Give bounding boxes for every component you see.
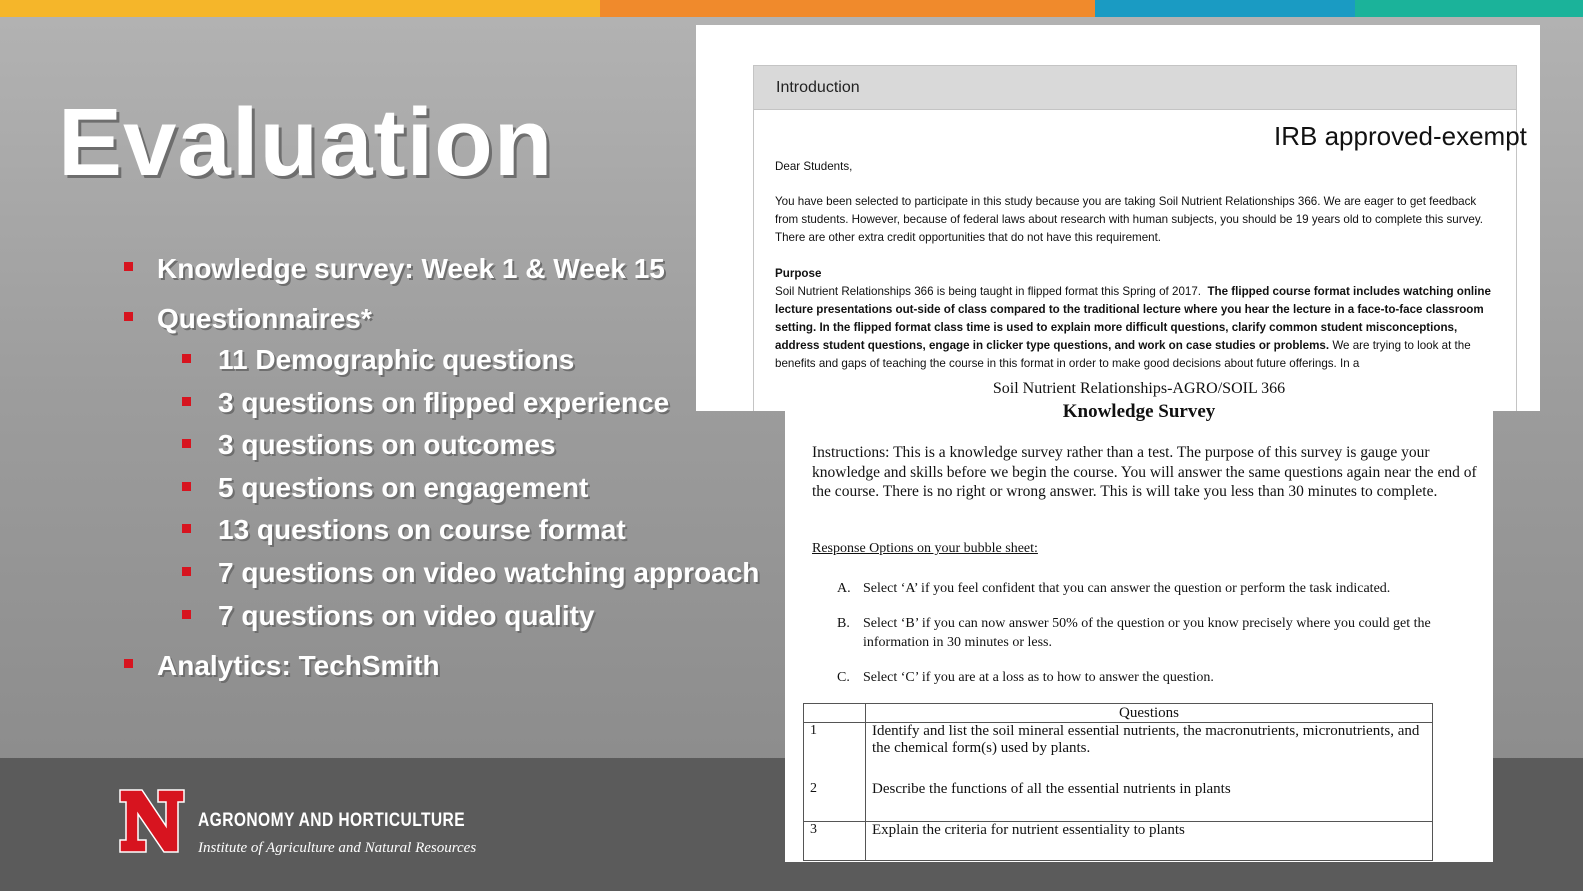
option-letter: C. [837, 670, 850, 685]
course-name: Soil Nutrient Relationships-AGRO/SOIL 366 [992, 380, 1286, 397]
survey-title: Knowledge Survey [1062, 401, 1216, 422]
question-text: Identify and list the soil mineral essential nutrients, the macronutrients, micronutrients, and the chemical form(s) used by plants. [866, 723, 1433, 782]
response-option [837, 579, 1472, 598]
slide-title: Evaluation [58, 89, 554, 196]
department-name: AGRONOMY AND HORTICULTURE [198, 810, 466, 831]
option-text: Select ‘A’ if you feel confident that you can answer the question or perform the task indicated. [863, 581, 1391, 596]
nebraska-n-logo [118, 788, 186, 854]
table-row [804, 781, 1433, 822]
bullet-text: Analytics: TechSmith [157, 650, 440, 682]
institute-name: Institute of Agriculture and Natural Resources [198, 840, 477, 856]
irb-label: IRB approved-exempt [1274, 121, 1527, 151]
bullet-item [124, 248, 759, 290]
table-header: Questions [866, 704, 1433, 723]
sub-bullet-item: 7 questions on video watching approach [182, 552, 759, 595]
sub-bullet-item: 7 questions on video quality [182, 595, 759, 638]
color-bar-blue [1095, 0, 1355, 17]
color-bar-orange [600, 0, 1095, 17]
sub-bullet-item: 3 questions on outcomes [182, 424, 759, 467]
bullet-list [124, 248, 759, 695]
color-bar-yellow [0, 0, 600, 17]
purpose-paragraph [775, 283, 1499, 389]
table-row [804, 723, 1433, 782]
bullet-text: Questionnaires* [157, 303, 372, 334]
table-header-blank [804, 704, 866, 723]
intro-paragraph: You have been selected to participate in this study because you are taking Soil Nutrient Relationships 366. We are eager to get feedback from students. However, because of federal laws about research with human subjects, you should be 19 years old to complete this survey. There are other extra credit opportunities that do not have this requirement. [775, 195, 1484, 244]
option-letter: B. [837, 616, 850, 631]
option-text: Select ‘C’ if you are at a loss as to how to answer the question. [863, 670, 1214, 685]
sub-bullet-item: 13 questions on course format [182, 509, 759, 552]
section-header [753, 65, 1517, 110]
purpose-text-c: We are trying to look at the benefits and gaps of teaching the course in this format in order to make good decisions about future offerings. In a [775, 339, 1471, 370]
bullet-item [124, 645, 759, 687]
question-number: 2 [804, 781, 866, 822]
question-number: 1 [804, 723, 866, 782]
response-option [837, 668, 1472, 687]
sub-bullet-list [124, 339, 759, 637]
sub-bullet-item: 3 questions on flipped experience [182, 382, 759, 425]
question-text: Describe the functions of all the essential nutrients in plants [866, 781, 1433, 822]
table-row [804, 822, 1433, 861]
purpose-text-b: The flipped course format includes watching online lecture presentations out-side of class compared to the traditional lecture where you hear the lecture in a face-to-face classroom setting. In the flipped format class time is used to explain more difficult questions, clarify common student misconceptions, address student questions, engage in clicker type questions, and work on case studies or problems. [775, 285, 1491, 352]
sub-bullet-item: 5 questions on engagement [182, 467, 759, 510]
knowledge-survey-document [785, 376, 1493, 862]
greeting: Dear Students, [775, 160, 853, 173]
color-bar-teal [1355, 0, 1583, 17]
response-heading: Response Options on your bubble sheet: [812, 541, 1038, 556]
bullet-item [124, 298, 759, 637]
sub-bullet-item: 11 Demographic questions [182, 339, 759, 382]
purpose-text-a: Soil Nutrient Relationships 366 is being taught in flipped format this Spring of 2017. [775, 285, 1202, 298]
section-title: Introduction [776, 79, 860, 96]
option-letter: A. [837, 581, 851, 596]
purpose-heading: Purpose [775, 267, 822, 280]
instructions: Instructions: This is a knowledge survey rather than a test. The purpose of this survey is gauge your knowledge and skills before we begin the course. You will answer the same questions again near the end of the course. There is no right or wrong answer. This is will take you less than 30 minutes to complete. [812, 444, 1477, 500]
option-text: Select ‘B’ if you can now answer 50% of the question or you know precisely where you could get the information in 30 minutes or less. [863, 616, 1431, 650]
color-bar [0, 0, 1583, 17]
response-option [837, 614, 1472, 652]
questions-table [803, 703, 1433, 861]
table-header-row [804, 704, 1433, 723]
bullet-text: Knowledge survey: Week 1 & Week 15 [157, 253, 665, 284]
consent-document [696, 25, 1540, 411]
question-number: 3 [804, 822, 866, 861]
question-text: Explain the criteria for nutrient essentiality to plants [866, 822, 1433, 861]
